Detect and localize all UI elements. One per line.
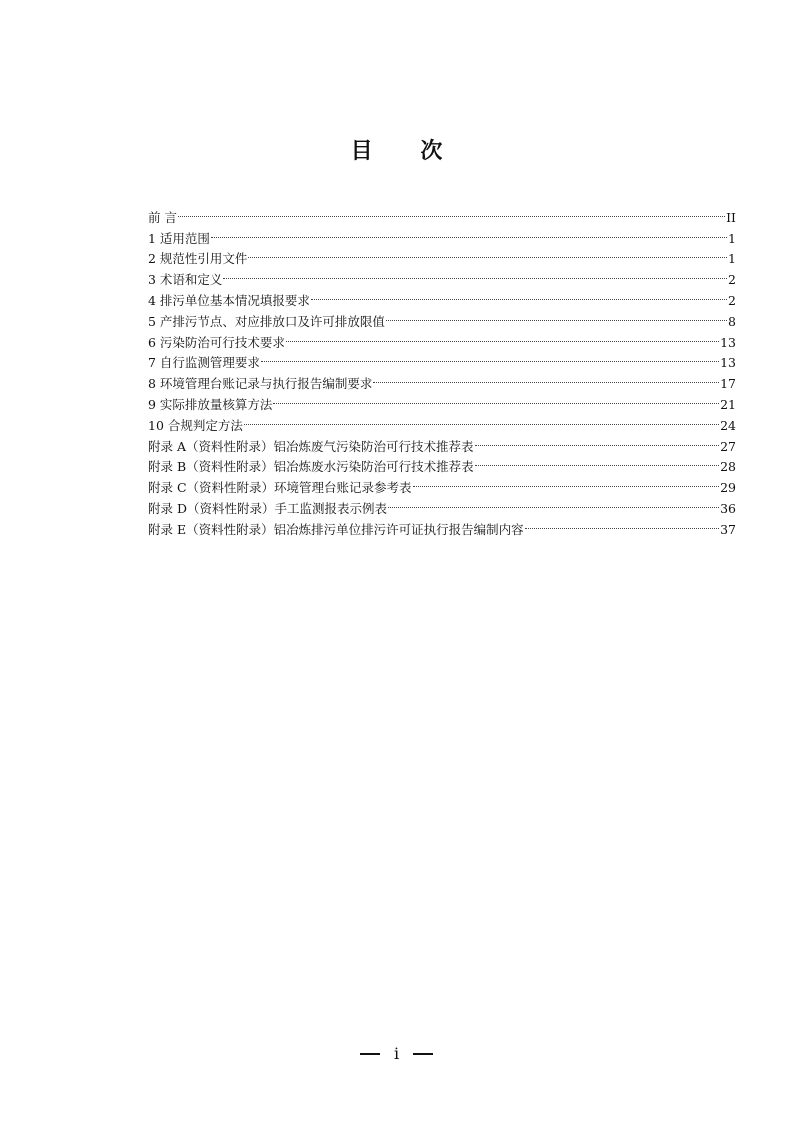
toc-entry-page: 13 xyxy=(720,334,736,350)
toc-entry xyxy=(148,284,736,308)
toc-entry-label: 前 言 xyxy=(148,209,177,225)
toc-leader-dots xyxy=(525,513,719,534)
table-of-contents xyxy=(148,201,736,537)
toc-leader-dots xyxy=(273,388,719,409)
toc-entry-label: 1 适用范围 xyxy=(148,230,210,246)
toc-leader-dots xyxy=(311,284,727,305)
toc-entry-page: 13 xyxy=(720,355,736,371)
toc-entry xyxy=(148,201,736,225)
toc-entry-page: 1 xyxy=(728,251,736,267)
toc-entry-page: 1 xyxy=(728,230,736,246)
toc-entry-page: 21 xyxy=(720,396,736,412)
toc-entry-label: 3 术语和定义 xyxy=(148,272,223,288)
toc-entry-page: 37 xyxy=(720,521,736,537)
toc-leader-dots xyxy=(261,347,719,368)
toc-entry xyxy=(148,222,736,246)
toc-entry-page: II xyxy=(726,209,736,225)
footer-dash-right xyxy=(413,1053,433,1055)
toc-entry-page: 29 xyxy=(720,480,736,496)
toc-leader-dots xyxy=(286,326,719,347)
toc-entry-page: 36 xyxy=(720,500,736,516)
toc-entry-label: 2 规范性引用文件 xyxy=(148,251,248,267)
toc-entry-label: 8 环境管理台账记录与执行报告编制要求 xyxy=(148,376,373,392)
toc-entry-label: 7 自行监测管理要求 xyxy=(148,355,260,371)
toc-entry-page: 2 xyxy=(728,292,736,308)
toc-leader-dots xyxy=(373,367,719,388)
page-title: 目 次 xyxy=(350,139,463,164)
toc-entry-label: 4 排污单位基本情况填报要求 xyxy=(148,292,310,308)
toc-leader-dots xyxy=(244,409,719,430)
toc-entry xyxy=(148,243,736,267)
toc-entry-label: 附录 D（资料性附录）手工监测报表示例表 xyxy=(148,500,387,516)
toc-entry-page: 27 xyxy=(720,438,736,454)
toc-entry-label: 10 合规判定方法 xyxy=(148,417,243,433)
toc-entry-page: 24 xyxy=(720,417,736,433)
toc-entry xyxy=(148,263,736,288)
toc-leader-dots xyxy=(388,492,719,513)
footer-dash-left xyxy=(360,1053,380,1055)
toc-entry-label: 附录 B（资料性附录）铝冶炼废水污染防治可行技术推荐表 xyxy=(148,459,474,475)
toc-leader-dots xyxy=(386,305,727,326)
page-number: i xyxy=(393,1044,400,1063)
toc-entry-page: 8 xyxy=(728,313,736,329)
toc-leader-dots xyxy=(475,430,720,451)
toc-leader-dots xyxy=(223,263,727,284)
toc-leader-dots xyxy=(475,451,719,472)
toc-leader-dots xyxy=(211,222,727,243)
toc-entry-label: 附录 A（资料性附录）铝冶炼废气污染防治可行技术推荐表 xyxy=(148,438,474,454)
toc-entry-label: 附录 C（资料性附录）环境管理台账记录参考表 xyxy=(148,480,412,496)
toc-leader-dots xyxy=(178,201,725,222)
toc-entry-label: 6 污染防治可行技术要求 xyxy=(148,334,285,350)
toc-entry-page: 17 xyxy=(720,376,736,392)
toc-entry-label: 9 实际排放量核算方法 xyxy=(148,396,273,412)
page-footer xyxy=(0,1044,793,1063)
toc-leader-dots xyxy=(413,471,720,492)
toc-entry-page: 28 xyxy=(720,459,736,475)
toc-leader-dots xyxy=(248,243,727,264)
toc-entry-label: 5 产排污节点、对应排放口及许可排放限值 xyxy=(148,313,385,329)
toc-entry-page: 2 xyxy=(728,272,736,288)
toc-entry-label: 附录 E（资料性附录）铝冶炼排污单位排污许可证执行报告编制内容 xyxy=(148,521,524,537)
